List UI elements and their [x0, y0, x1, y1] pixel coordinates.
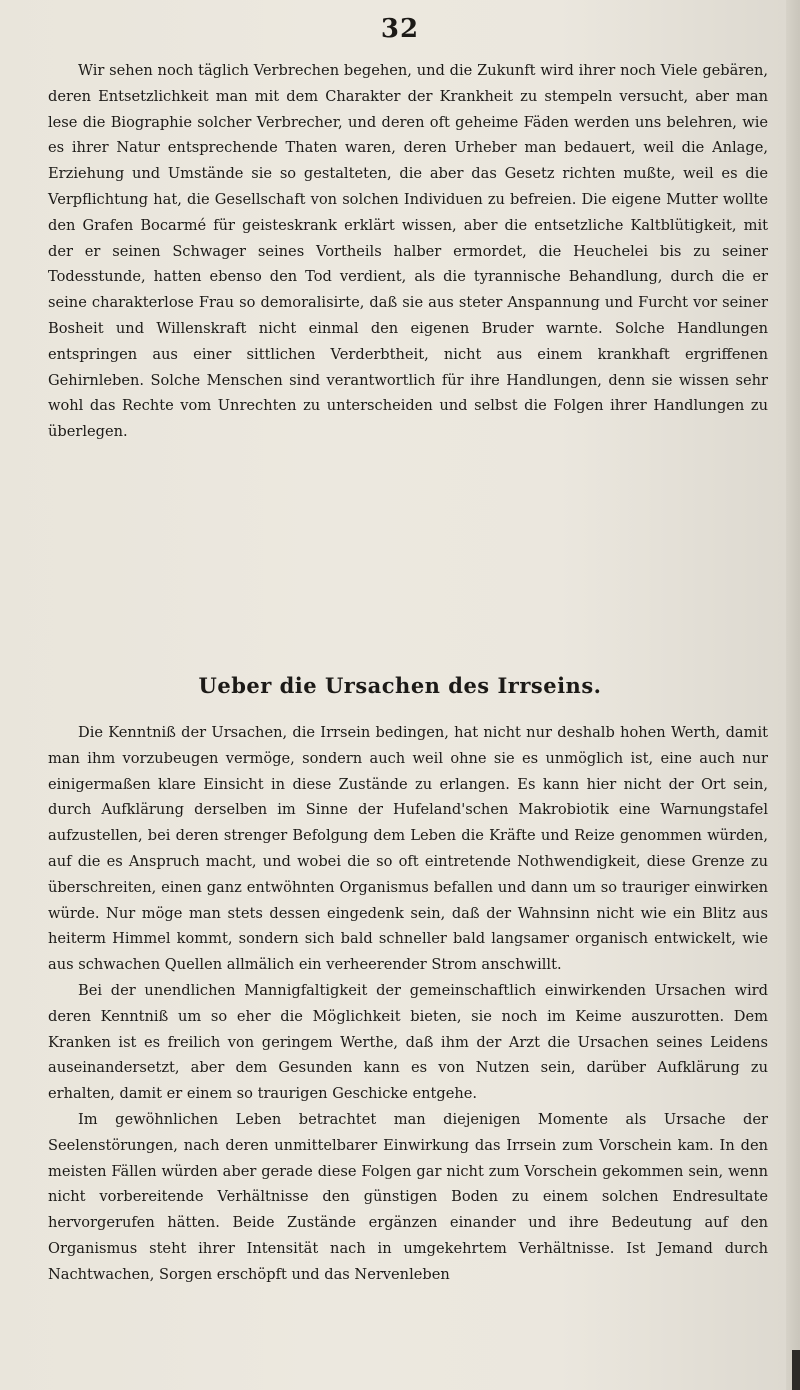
- paragraph-knowledge-of-causes: Die Kenntniß der Ursachen, die Irrsein bedingen, hat nicht nur deshalb hohen Werth, damit man ihm vorzubeugen vermöge, sondern auch weil ohne sie es unmöglich ist, eine auch nur einigermaßen klare Einsicht in diese Zustände zu erlangen. Es kann hier nicht der Ort sein, durch Aufklärung derselben im Sinne der Hufeland'schen Makrobiotik eine Warnungstafel aufzustellen, bei deren strenger Befolgung dem Leben die Kräfte und Reize genommen würden, auf die es Anspruch macht, und wobei die so oft eintretende Nothwendigkeit, diese Grenze zu überschreiten, einen ganz entwöhnten Organismus befallen und dann um so trauriger einwirken würde. Nur möge man stets dessen eingedenk sein, daß der Wahnsinn nicht wie ein Blitz aus heiterm Himmel kommt, sondern sich bald schneller bald langsamer organisch entwickelt, wie aus schwachen Quellen allmälich ein verheerender Strom anschwillt.: [48, 724, 768, 974]
- paragraph-manifold-causes: Bei der unendlichen Mannigfaltigkeit der gemeinschaftlich einwirkenden Ursachen wird deren Kenntniß um so eher die Möglichkeit bieten, sie noch im Keime auszurotten. Dem Kranken ist es freilich von geringem Werthe, daß ihm der Arzt die Ursachen seines Leidens auseinandersetzt, aber dem Gesunden kann es von Nutzen sein, darüber Aufklärung zu erhalten, damit er einem so traurigen Geschicke entgehe.: [48, 981, 768, 1103]
- section-heading: Ueber die Ursachen des Irrseins.: [198, 673, 602, 698]
- paragraph-ordinary-life: Im gewöhnlichen Leben betrachtet man diejenigen Momente als Ursache der Seelenstörungen, nach deren unmittelbarer Einwirkung das Irrsein zum Vorschein kam. In den meisten Fällen würden aber gerade diese Folgen gar nicht zum Vorschein gekommen sein, wenn nicht vorbereitende Verhältnisse den günstigen Boden zu einem solchen Endresultate hervorgerufen hätten. Beide Zustände ergänzen einander und ihre Bedeutung auf den Organismus steht ihrer Intensität nach in umgekehrtem Verhältnisse. Ist Jemand durch Nachtwachen, Sorgen erschöpft und das Nervenleben: [48, 1110, 768, 1283]
- page-number: 32: [380, 14, 420, 44]
- text-block-upper: [48, 58, 768, 445]
- paragraph-criminals: Wir sehen noch täglich Verbrechen begehen, und die Zukunft wird ihrer noch Viele gebären, deren Entsetzlichkeit man mit dem Charakter der Krankheit zu stempeln versucht, aber man lese die Biographie solcher Verbrecher, und deren oft geheime Fäden werden uns belehren, wie es ihrer Natur entsprechende Thaten waren, deren Urheber man bedauert, weil die Anlage, Erziehung und Umstände sie so gestalteten, die aber das Gesetz richten mußte, weil es die Verpflichtung hat, die Gesellschaft von solchen Individuen zu befreien. Die eigene Mutter wollte den Grafen Bocarmé für geisteskrank erklärt wissen, aber die entsetzliche Kaltblütigkeit, mit der er seinen Schwager seines Vortheils halber ermordet, die Heuchelei bis zu seiner Todesstunde, hatten ebenso den Tod verdient, als die tyrannische Behandlung, durch die er seine charakterlose Frau so demoralisirte, daß sie aus steter Anspannung und Furcht vor seiner Bosheit und Willenskraft nicht einmal den eigenen Bruder warnte. Solche Handlungen entspringen aus einer sittlichen Verderbtheit, nicht aus einem krankhaft ergriffenen Gehirnleben. Solche Menschen sind verantwortlich für ihre Handlungen, denn sie wissen sehr wohl das Rechte vom Unrechten zu unterscheiden und selbst die Folgen ihrer Handlungen zu überlegen.: [48, 62, 768, 441]
- text-block-lower: [48, 720, 768, 1288]
